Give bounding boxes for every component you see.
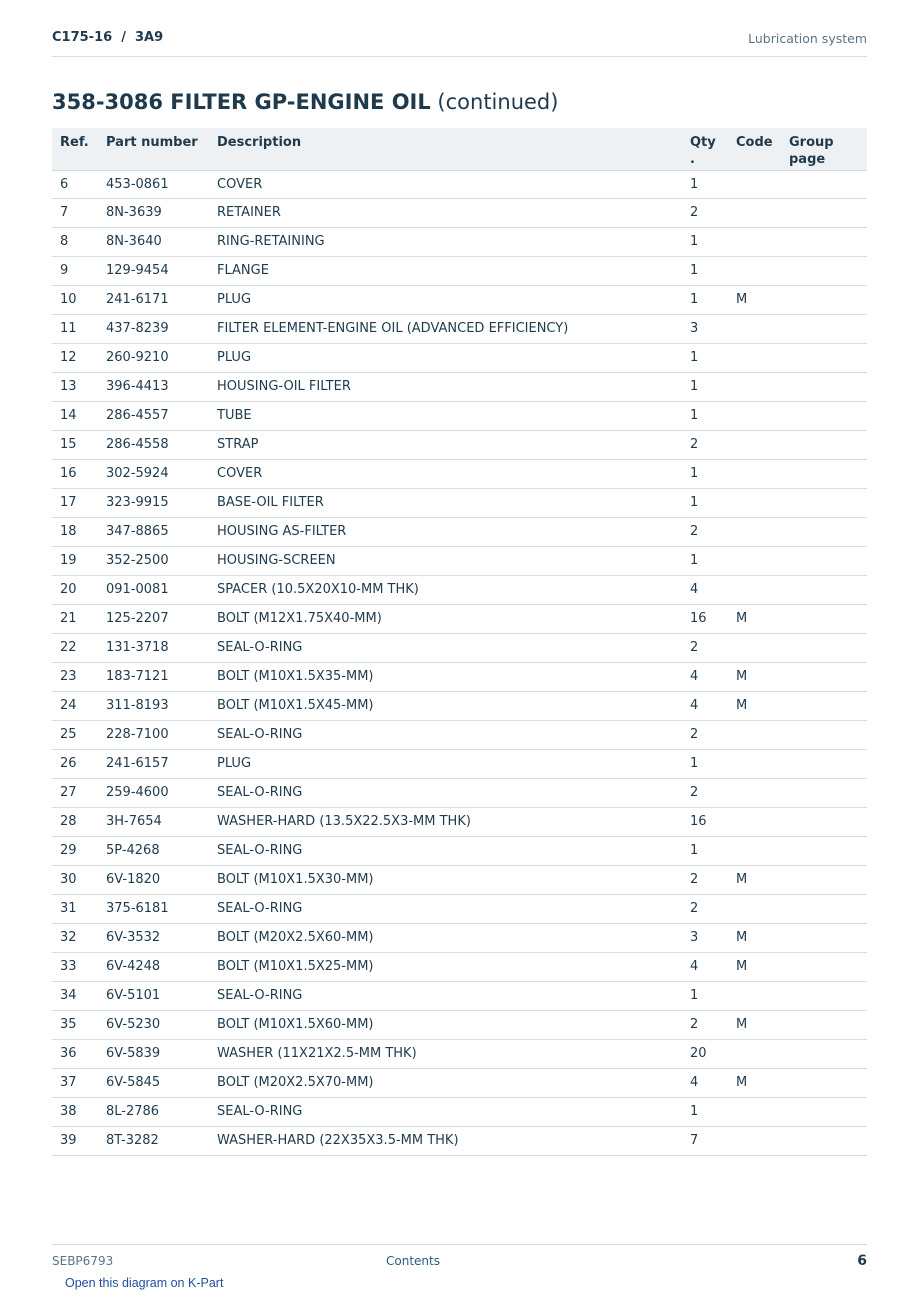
table-row	[52, 604, 867, 633]
cell-description: SEAL-O-RING	[209, 1097, 682, 1126]
cell-code	[728, 1126, 781, 1155]
cell-code	[728, 836, 781, 865]
cell-ref: 16	[52, 459, 98, 488]
cell-ref: 37	[52, 1068, 98, 1097]
group-header-line2: page	[789, 152, 826, 167]
cell-ref: 28	[52, 807, 98, 836]
table-row	[52, 952, 867, 981]
cell-description: RETAINER	[209, 198, 682, 227]
cell-ref: 7	[52, 198, 98, 227]
cell-qty: 7	[682, 1126, 728, 1155]
table-row	[52, 807, 867, 836]
cell-ref: 26	[52, 749, 98, 778]
cell-part-number: 347-8865	[98, 517, 209, 546]
cell-description: SEAL-O-RING	[209, 778, 682, 807]
cell-group-page	[781, 691, 867, 720]
table-row	[52, 170, 867, 198]
cell-qty: 4	[682, 952, 728, 981]
cell-description: BOLT (M10X1.5X25-MM)	[209, 952, 682, 981]
cell-description: WASHER-HARD (22X35X3.5-MM THK)	[209, 1126, 682, 1155]
cell-group-page	[781, 256, 867, 285]
cell-ref: 34	[52, 981, 98, 1010]
cell-part-number: 260-9210	[98, 343, 209, 372]
cell-qty: 1	[682, 285, 728, 314]
cell-ref: 36	[52, 1039, 98, 1068]
cell-ref: 15	[52, 430, 98, 459]
cell-qty: 16	[682, 807, 728, 836]
table-row	[52, 1126, 867, 1155]
cell-group-page	[781, 865, 867, 894]
table-row	[52, 1010, 867, 1039]
cell-part-number: 241-6157	[98, 749, 209, 778]
cell-ref: 13	[52, 372, 98, 401]
cell-part-number: 6V-3532	[98, 923, 209, 952]
cell-qty: 4	[682, 1068, 728, 1097]
cell-part-number: 8N-3639	[98, 198, 209, 227]
table-row	[52, 575, 867, 604]
cell-code	[728, 459, 781, 488]
cell-description: BOLT (M10X1.5X30-MM)	[209, 865, 682, 894]
cell-part-number: 302-5924	[98, 459, 209, 488]
cell-qty: 1	[682, 372, 728, 401]
cell-description: WASHER-HARD (13.5X22.5X3-MM THK)	[209, 807, 682, 836]
cell-code: M	[728, 285, 781, 314]
cell-code: M	[728, 691, 781, 720]
cell-description: PLUG	[209, 749, 682, 778]
cell-part-number: 286-4558	[98, 430, 209, 459]
cell-part-number: 3H-7654	[98, 807, 209, 836]
table-row	[52, 1068, 867, 1097]
cell-description: SEAL-O-RING	[209, 720, 682, 749]
cell-part-number: 183-7121	[98, 662, 209, 691]
cell-ref: 25	[52, 720, 98, 749]
cell-code	[728, 372, 781, 401]
cell-group-page	[781, 546, 867, 575]
cell-group-page	[781, 1068, 867, 1097]
cell-description: BOLT (M10X1.5X35-MM)	[209, 662, 682, 691]
cell-code	[728, 343, 781, 372]
cell-description: BOLT (M12X1.75X40-MM)	[209, 604, 682, 633]
cell-code	[728, 488, 781, 517]
cell-code: M	[728, 952, 781, 981]
cell-description: BOLT (M10X1.5X45-MM)	[209, 691, 682, 720]
cell-qty: 1	[682, 981, 728, 1010]
cell-part-number: 437-8239	[98, 314, 209, 343]
cell-ref: 31	[52, 894, 98, 923]
cell-ref: 17	[52, 488, 98, 517]
cell-qty: 20	[682, 1039, 728, 1068]
table-header-row	[52, 128, 867, 170]
cell-ref: 35	[52, 1010, 98, 1039]
cell-ref: 6	[52, 170, 98, 198]
table-row	[52, 720, 867, 749]
cell-ref: 18	[52, 517, 98, 546]
cell-part-number: 241-6171	[98, 285, 209, 314]
cell-group-page	[781, 778, 867, 807]
cell-code	[728, 720, 781, 749]
cell-group-page	[781, 401, 867, 430]
cell-qty: 1	[682, 1097, 728, 1126]
section-name: Lubrication system	[748, 31, 867, 46]
parts-table	[52, 128, 867, 1156]
cell-qty: 1	[682, 401, 728, 430]
cell-code	[728, 981, 781, 1010]
cell-part-number: 352-2500	[98, 546, 209, 575]
cell-code	[728, 807, 781, 836]
cell-code	[728, 401, 781, 430]
table-row	[52, 633, 867, 662]
cell-group-page	[781, 285, 867, 314]
cell-part-number: 131-3718	[98, 633, 209, 662]
cell-description: RING-RETAINING	[209, 227, 682, 256]
cell-qty: 2	[682, 894, 728, 923]
cell-description: WASHER (11X21X2.5-MM THK)	[209, 1039, 682, 1068]
cell-ref: 39	[52, 1126, 98, 1155]
cell-ref: 32	[52, 923, 98, 952]
document-id: SEBP6793	[52, 1254, 114, 1268]
cell-qty: 1	[682, 227, 728, 256]
contents-link[interactable]: Contents	[386, 1254, 440, 1268]
cell-code: M	[728, 604, 781, 633]
cell-qty: 1	[682, 170, 728, 198]
cell-code	[728, 430, 781, 459]
cell-group-page	[781, 749, 867, 778]
cell-group-page	[781, 1039, 867, 1068]
table-row	[52, 488, 867, 517]
cell-code: M	[728, 662, 781, 691]
cell-qty: 4	[682, 662, 728, 691]
cell-description: HOUSING-SCREEN	[209, 546, 682, 575]
cell-ref: 22	[52, 633, 98, 662]
table-row	[52, 1039, 867, 1068]
continued-label: (continued)	[430, 90, 559, 114]
table-row	[52, 923, 867, 952]
cell-group-page	[781, 517, 867, 546]
cell-qty: 2	[682, 430, 728, 459]
cell-code	[728, 1039, 781, 1068]
cell-qty: 2	[682, 517, 728, 546]
cell-part-number: 8N-3640	[98, 227, 209, 256]
cell-description: SEAL-O-RING	[209, 981, 682, 1010]
table-row	[52, 256, 867, 285]
cell-code	[728, 633, 781, 662]
cell-part-number: 091-0081	[98, 575, 209, 604]
cell-part-number: 5P-4268	[98, 836, 209, 865]
cell-description: FILTER ELEMENT-ENGINE OIL (ADVANCED EFFICIENCY)	[209, 314, 682, 343]
cell-code	[728, 256, 781, 285]
cell-code: M	[728, 923, 781, 952]
table-row	[52, 198, 867, 227]
cell-part-number: 311-8193	[98, 691, 209, 720]
cell-part-number: 8T-3282	[98, 1126, 209, 1155]
cell-group-page	[781, 604, 867, 633]
cell-description: BASE-OIL FILTER	[209, 488, 682, 517]
page-title	[52, 90, 558, 114]
cell-part-number: 396-4413	[98, 372, 209, 401]
cell-group-page	[781, 807, 867, 836]
cell-part-number: 375-6181	[98, 894, 209, 923]
cell-ref: 8	[52, 227, 98, 256]
cell-group-page	[781, 952, 867, 981]
table-row	[52, 343, 867, 372]
model-code: C175-16 / 3A9	[52, 30, 164, 45]
cell-qty: 2	[682, 633, 728, 662]
cell-code	[728, 227, 781, 256]
cell-part-number: 323-9915	[98, 488, 209, 517]
cell-ref: 33	[52, 952, 98, 981]
cell-qty: 2	[682, 1010, 728, 1039]
cell-group-page	[781, 227, 867, 256]
cell-description: SEAL-O-RING	[209, 633, 682, 662]
cell-qty: 1	[682, 256, 728, 285]
cell-group-page	[781, 459, 867, 488]
cell-ref: 19	[52, 546, 98, 575]
cell-ref: 29	[52, 836, 98, 865]
cell-ref: 24	[52, 691, 98, 720]
cell-part-number: 129-9454	[98, 256, 209, 285]
cell-qty: 2	[682, 778, 728, 807]
table-row	[52, 459, 867, 488]
cell-code	[728, 749, 781, 778]
cell-group-page	[781, 1097, 867, 1126]
table-row	[52, 546, 867, 575]
column-header-part-number: Part number	[98, 128, 209, 170]
cell-description: SEAL-O-RING	[209, 836, 682, 865]
table-row	[52, 372, 867, 401]
table-row	[52, 401, 867, 430]
qty-header-line2: .	[690, 152, 695, 167]
cell-part-number: 6V-5839	[98, 1039, 209, 1068]
table-row	[52, 314, 867, 343]
table-row	[52, 894, 867, 923]
cell-ref: 11	[52, 314, 98, 343]
cell-code: M	[728, 865, 781, 894]
cell-code	[728, 575, 781, 604]
cell-part-number: 259-4600	[98, 778, 209, 807]
cell-description: SEAL-O-RING	[209, 894, 682, 923]
cell-group-page	[781, 314, 867, 343]
cell-description: PLUG	[209, 343, 682, 372]
column-header-group-page	[781, 128, 867, 170]
cell-ref: 10	[52, 285, 98, 314]
cell-description: BOLT (M20X2.5X70-MM)	[209, 1068, 682, 1097]
qty-header-line1: Qty	[690, 135, 716, 150]
cell-qty: 1	[682, 749, 728, 778]
cell-code	[728, 1097, 781, 1126]
cell-ref: 27	[52, 778, 98, 807]
cell-qty: 3	[682, 923, 728, 952]
cell-qty: 2	[682, 865, 728, 894]
cell-qty: 1	[682, 459, 728, 488]
cell-group-page	[781, 343, 867, 372]
table-row	[52, 1097, 867, 1126]
cell-code	[728, 198, 781, 227]
cell-description: PLUG	[209, 285, 682, 314]
cell-group-page	[781, 981, 867, 1010]
cell-group-page	[781, 372, 867, 401]
cell-group-page	[781, 894, 867, 923]
cell-part-number: 453-0861	[98, 170, 209, 198]
table-row	[52, 430, 867, 459]
table-row	[52, 749, 867, 778]
cell-qty: 2	[682, 720, 728, 749]
cell-description: HOUSING-OIL FILTER	[209, 372, 682, 401]
cell-qty: 1	[682, 546, 728, 575]
table-row	[52, 517, 867, 546]
cell-group-page	[781, 662, 867, 691]
table-row	[52, 227, 867, 256]
cell-qty: 3	[682, 314, 728, 343]
cell-ref: 23	[52, 662, 98, 691]
column-header-code: Code	[728, 128, 781, 170]
cell-qty: 1	[682, 488, 728, 517]
cell-description: SPACER (10.5X20X10-MM THK)	[209, 575, 682, 604]
cell-ref: 38	[52, 1097, 98, 1126]
group-part-title: 358-3086 FILTER GP-ENGINE OIL	[52, 90, 431, 114]
cell-group-page	[781, 170, 867, 198]
cell-group-page	[781, 198, 867, 227]
cell-part-number: 6V-5101	[98, 981, 209, 1010]
cell-part-number: 286-4557	[98, 401, 209, 430]
open-diagram-kpart-link[interactable]: Open this diagram on K-Part	[65, 1276, 224, 1290]
cell-description: HOUSING AS-FILTER	[209, 517, 682, 546]
cell-qty: 1	[682, 343, 728, 372]
cell-code	[728, 778, 781, 807]
cell-part-number: 6V-5845	[98, 1068, 209, 1097]
cell-code	[728, 314, 781, 343]
cell-part-number: 6V-1820	[98, 865, 209, 894]
cell-ref: 14	[52, 401, 98, 430]
cell-description: FLANGE	[209, 256, 682, 285]
cell-part-number: 6V-5230	[98, 1010, 209, 1039]
cell-part-number: 228-7100	[98, 720, 209, 749]
table-row	[52, 865, 867, 894]
table-row	[52, 285, 867, 314]
cell-ref: 30	[52, 865, 98, 894]
cell-group-page	[781, 1010, 867, 1039]
cell-qty: 1	[682, 836, 728, 865]
cell-group-page	[781, 488, 867, 517]
cell-group-page	[781, 1126, 867, 1155]
cell-qty: 4	[682, 691, 728, 720]
cell-ref: 20	[52, 575, 98, 604]
cell-description: STRAP	[209, 430, 682, 459]
cell-code: M	[728, 1010, 781, 1039]
cell-description: BOLT (M20X2.5X60-MM)	[209, 923, 682, 952]
cell-code	[728, 894, 781, 923]
table-row	[52, 691, 867, 720]
cell-description: COVER	[209, 459, 682, 488]
cell-part-number: 125-2207	[98, 604, 209, 633]
table-row	[52, 836, 867, 865]
cell-ref: 21	[52, 604, 98, 633]
table-row	[52, 981, 867, 1010]
cell-group-page	[781, 430, 867, 459]
column-header-qty	[682, 128, 728, 170]
cell-code	[728, 517, 781, 546]
table-row	[52, 778, 867, 807]
cell-description: TUBE	[209, 401, 682, 430]
cell-description: BOLT (M10X1.5X60-MM)	[209, 1010, 682, 1039]
cell-part-number: 6V-4248	[98, 952, 209, 981]
cell-qty: 16	[682, 604, 728, 633]
cell-qty: 4	[682, 575, 728, 604]
cell-group-page	[781, 575, 867, 604]
page-header	[52, 28, 867, 57]
cell-code	[728, 170, 781, 198]
cell-code: M	[728, 1068, 781, 1097]
table-row	[52, 662, 867, 691]
cell-description: COVER	[209, 170, 682, 198]
cell-group-page	[781, 836, 867, 865]
column-header-ref: Ref.	[52, 128, 98, 170]
cell-group-page	[781, 923, 867, 952]
cell-ref: 12	[52, 343, 98, 372]
group-header-line1: Group	[789, 135, 834, 150]
page-footer	[52, 1244, 867, 1275]
page-number: 6	[857, 1253, 867, 1269]
cell-part-number: 8L-2786	[98, 1097, 209, 1126]
cell-group-page	[781, 720, 867, 749]
cell-qty: 2	[682, 198, 728, 227]
cell-ref: 9	[52, 256, 98, 285]
column-header-description: Description	[209, 128, 682, 170]
cell-code	[728, 546, 781, 575]
cell-group-page	[781, 633, 867, 662]
